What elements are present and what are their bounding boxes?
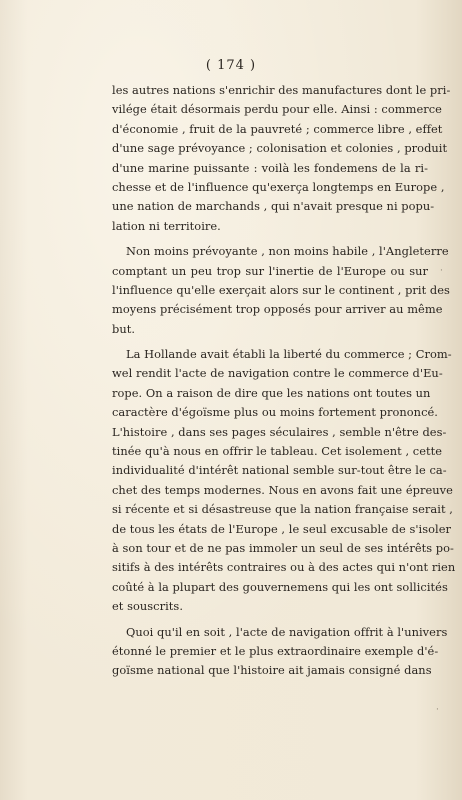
- text-line: une nation de marchands , qui n'avait presque ni popu-: [112, 199, 435, 214]
- page-speck: ·: [440, 266, 443, 276]
- text-line: wel rendit l'acte de navigation contre le commerce d'Eu-: [112, 366, 443, 381]
- text-line: La Hollande avait établi la liberté du commerce ; Crom-: [126, 347, 452, 362]
- text-line: L'histoire , dans ses pages séculaires , semble n'être des-: [112, 424, 447, 439]
- text-line: vilége était désormais perdu pour elle. Ainsi : commerce: [112, 102, 442, 117]
- text-line: de tous les états de l'Europe , le seul excusable de s'isoler: [112, 521, 452, 536]
- text-line: tinée qu'à nous en offrir le tableau. Cet isolement , cette: [112, 444, 443, 459]
- text-line: moyens précisément trop opposés pour arriver au même: [112, 302, 443, 317]
- body-text: [112, 81, 456, 681]
- text-line: les autres nations s'enrichir des manufactures dont le pri-: [112, 83, 451, 97]
- paragraph-4: [112, 623, 448, 681]
- text-line: Quoi qu'il en soit , l'acte de navigation offrit à l'univers: [126, 624, 448, 639]
- text-line: rope. On a raison de dire que les nations ont toutes un: [112, 385, 431, 400]
- paragraph-1: [112, 81, 451, 236]
- text-line: et souscrits.: [112, 599, 183, 614]
- paragraph-3: [112, 345, 456, 616]
- text-line: l'influence qu'elle exerçait alors sur le continent , prit des: [112, 282, 450, 297]
- text-line: d'économie , fruit de la pauvreté ; commerce libre , effet: [112, 121, 443, 136]
- text-line: goïsme national que l'histoire ait jamais consigné dans: [112, 663, 432, 678]
- text-line: d'une marine puissante : voilà les fondemens de la ri-: [112, 160, 428, 175]
- text-line: Non moins prévoyante , non moins habile , l'Angleterre: [126, 244, 449, 259]
- text-line: d'une sage prévoyance ; colonisation et colonies , produit: [112, 141, 448, 156]
- text-line: si récente et si désastreuse que la nation française serait ,: [112, 502, 453, 517]
- text-line: individualité d'intérêt national semble sur-tout être le ca-: [112, 463, 447, 478]
- text-line: caractère d'égoïsme plus ou moins fortement prononcé.: [112, 405, 438, 420]
- text-line: but.: [112, 321, 136, 336]
- text-line: lation ni territoire.: [112, 218, 221, 233]
- text-line: sitifs à des intérêts contraires ou à des actes qui n'ont rien: [112, 560, 456, 575]
- text-line: étonné le premier et le plus extraordinaire exemple d'é-: [112, 643, 439, 658]
- text-line: comptant un peu trop sur l'inertie de l'Europe ou sur: [112, 263, 428, 278]
- page-speck: ·: [436, 705, 439, 715]
- page-number: ( 174 ): [205, 58, 257, 73]
- text-line: à son tour et de ne pas immoler un seul de ses intérêts po-: [112, 540, 454, 555]
- paragraph-2: [112, 242, 450, 339]
- text-line: chet des temps modernes. Nous en avons fait une épreuve: [112, 482, 453, 497]
- text-line: chesse et de l'influence qu'exerça longtemps en Europe ,: [112, 179, 445, 194]
- text-line: coûté à la plupart des gouvernemens qui les ont sollicités: [112, 579, 448, 594]
